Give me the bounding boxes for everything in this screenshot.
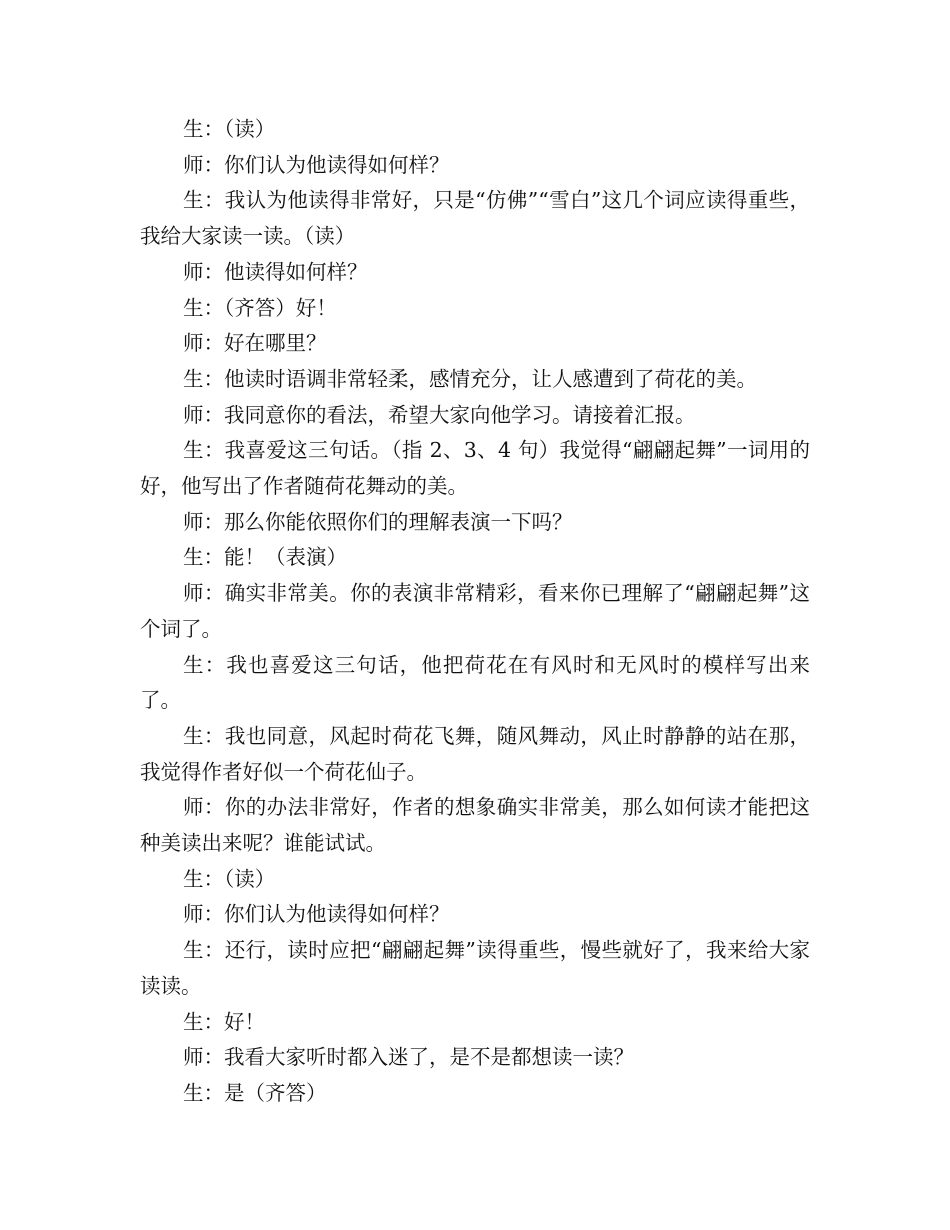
dialogue-line: 生：（读） (183, 117, 276, 141)
dialogue-line: 师：你们认为他读得如何样？ (183, 152, 450, 177)
dialogue-line: 生：好！ (183, 1009, 265, 1034)
dialogue-line: 师：我看大家听时都入迷了，是不是都想读一读？ (183, 1045, 634, 1070)
dialogue-line: 生：（读） (183, 866, 276, 891)
dialogue-line: 生：我认为他读得非常好，只是“仿佛”“雪白”这几个词应读得重些，我给大家读一读。（读） (140, 188, 810, 249)
dialogue-line: 师：你的办法非常好，作者的想象确实非常美，那么如何读才能把这种美读出来呢？谁能试试。 (140, 795, 810, 856)
dialogue-line: 生：我也同意，风起时荷花飞舞，随风舞动，风止时静静的站在那，我觉得作者好似一个荷花仙子。 (140, 723, 810, 784)
dialogue-line: 师：他读得如何样？ (183, 259, 368, 284)
dialogue-line: 生：还行，读时应把“翩翩起舞”读得重些，慢些就好了，我来给大家读读。 (140, 938, 810, 998)
dialogue-line: 师：我同意你的看法，希望大家向他学习。请接着汇报。 (183, 402, 696, 427)
dialogue-line: 生：（齐答）好！ (183, 295, 337, 320)
document-body (140, 112, 810, 1112)
dialogue-line: 师：你们认为他读得如何样？ (183, 902, 450, 927)
dialogue-line: 生：我喜爱这三句话。（指 2、3、4 句）我觉得“翩翩起舞”一词用的好，他写出了作者随荷花舞动的美。 (140, 438, 810, 499)
dialogue-line: 生：是（齐答） (183, 1080, 327, 1105)
dialogue-line: 师：确实非常美。你的表演非常精彩，看来你已理解了“翩翩起舞”这个词了。 (140, 581, 810, 641)
dialogue-line: 师：那么你能依照你们的理解表演一下吗？ (183, 509, 573, 534)
dialogue-line: 生：他读时语调非常轻柔，感情充分，让人感遭到了荷花的美。 (183, 366, 757, 391)
dialogue-line: 师：好在哪里？ (183, 331, 327, 356)
dialogue-line: 生：能！（表演） (183, 545, 347, 570)
dialogue-line: 生：我也喜爱这三句话，他把荷花在有风时和无风时的模样写出来了。 (140, 652, 810, 713)
